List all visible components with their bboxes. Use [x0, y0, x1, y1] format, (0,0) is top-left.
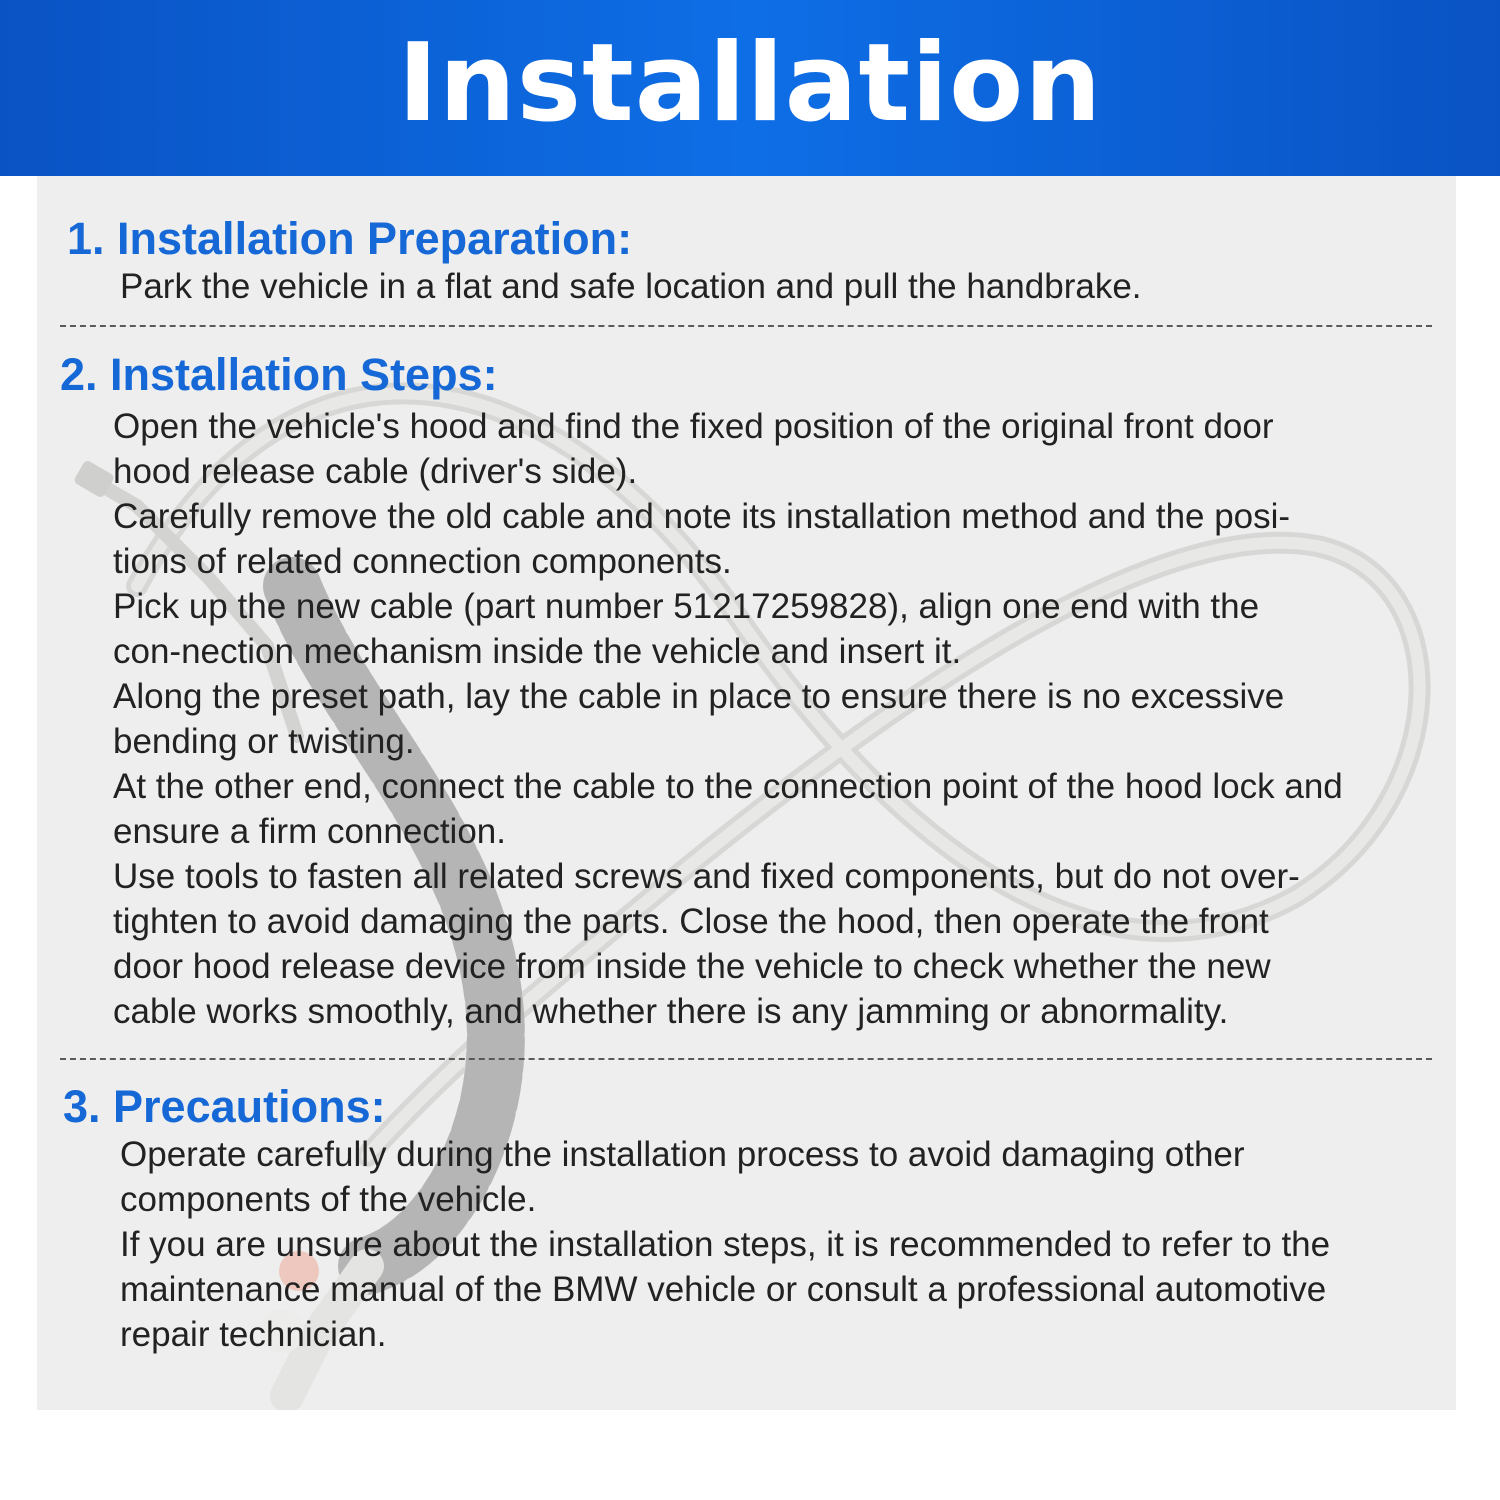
section-body-preparation — [120, 264, 1142, 309]
text-line: Use tools to fasten all related screws and fixed components, but do not over- — [113, 857, 1300, 896]
text-line: components of the vehicle. — [120, 1180, 537, 1219]
text-line: Park the vehicle in a flat and safe location and pull the handbrake. — [120, 267, 1142, 306]
text-line: tighten to avoid damaging the parts. Close the hood, then operate the front — [113, 902, 1269, 941]
text-line: Carefully remove the old cable and note its installation method and the posi- — [113, 497, 1291, 536]
header-banner — [0, 0, 1500, 176]
text-line: Operate carefully during the installation process to avoid damaging other — [120, 1135, 1245, 1174]
text-line: bending or twisting. — [113, 722, 415, 761]
text-line: maintenance manual of the BMW vehicle or consult a professional automotive — [120, 1270, 1327, 1309]
text-line: repair technician. — [120, 1315, 387, 1354]
section-title-steps: 2. Installation Steps: — [60, 349, 498, 400]
text-line: con-nection mechanism inside the vehicle and insert it. — [113, 632, 962, 671]
section-divider — [60, 1058, 1432, 1060]
section-body-steps — [113, 404, 1343, 1034]
text-line: Pick up the new cable (part number 51217259828), align one end with the — [113, 587, 1260, 626]
text-line: Along the preset path, lay the cable in place to ensure there is no excessive — [113, 677, 1285, 716]
page-title: Installation — [397, 21, 1103, 146]
text-line: tions of related connection components. — [113, 542, 732, 581]
text-line: If you are unsure about the installation steps, it is recommended to refer to the — [120, 1225, 1331, 1264]
text-line: door hood release device from inside the vehicle to check whether the new — [113, 947, 1271, 986]
section-title-precautions: 3. Precautions: — [63, 1081, 386, 1132]
content-panel — [37, 176, 1456, 1410]
text-line: ensure a firm connection. — [113, 812, 506, 851]
text-line: Open the vehicle's hood and find the fixed position of the original front door — [113, 407, 1274, 446]
text-line: At the other end, connect the cable to the connection point of the hood lock and — [113, 767, 1343, 806]
section-divider — [60, 325, 1432, 327]
text-line: hood release cable (driver's side). — [113, 452, 638, 491]
section-body-precautions — [120, 1132, 1330, 1357]
text-line: cable works smoothly, and whether there is any jamming or abnormality. — [113, 992, 1229, 1031]
section-title-preparation: 1. Installation Preparation: — [67, 213, 633, 264]
